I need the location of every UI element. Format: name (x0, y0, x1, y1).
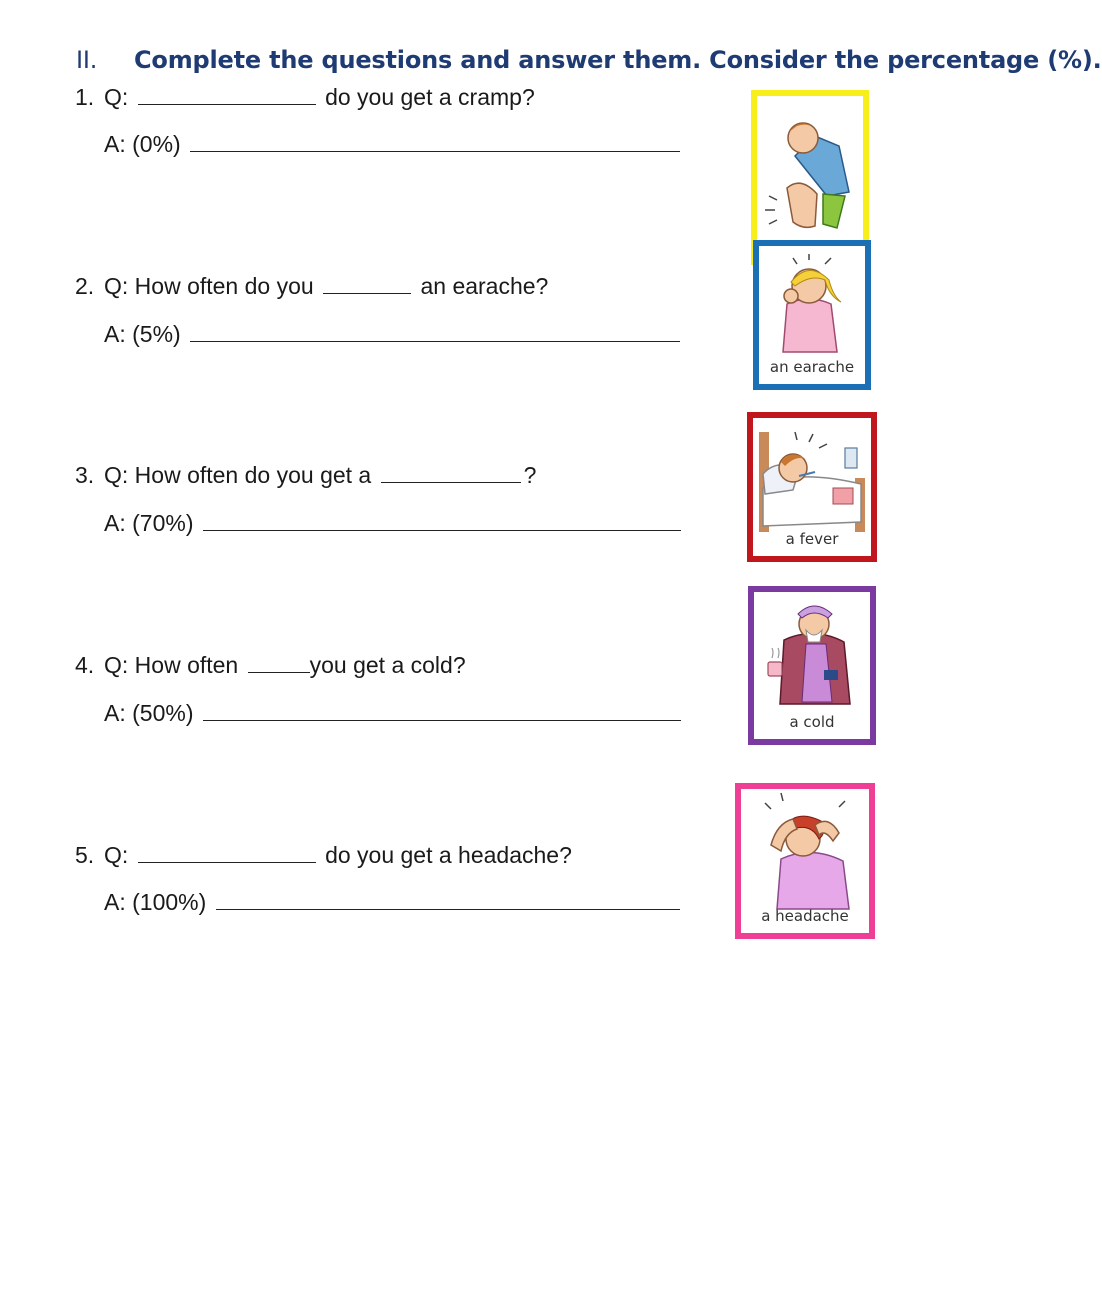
question-text-before: Q: How often do you get a (104, 462, 372, 488)
question-text-after: you get a cold? (309, 652, 466, 678)
question-number: 3. (75, 462, 95, 488)
cold-caption: a cold (789, 713, 835, 731)
answer-label: A: (50%) (104, 700, 194, 726)
answer-2-line[interactable] (190, 323, 680, 342)
question-text-before: Q: How often (104, 652, 239, 678)
question-text-after: an earache? (420, 273, 549, 299)
answer-4 (104, 700, 684, 727)
question-2 (75, 273, 548, 300)
fever-caption: a fever (785, 530, 839, 548)
exercise-number: II. (76, 46, 98, 74)
question-text-before: Q: (104, 84, 129, 110)
answer-3 (104, 510, 684, 537)
answer-1-line[interactable] (190, 133, 680, 152)
answer-3-line[interactable] (203, 512, 681, 531)
question-3 (75, 462, 536, 489)
answer-label: A: (0%) (104, 131, 181, 157)
answer-label: A: (70%) (104, 510, 194, 536)
earache-picture-card (753, 240, 871, 390)
question-number: 2. (75, 273, 95, 299)
question-text-before: Q: (104, 842, 129, 868)
cramp-picture-card (751, 90, 869, 265)
answer-5-line[interactable] (216, 891, 680, 910)
exercise-instruction: Complete the questions and answer them. Consider the percentage (%). (134, 46, 1102, 74)
answer-4-line[interactable] (203, 702, 681, 721)
question-number: 5. (75, 842, 95, 868)
question-4-blank[interactable] (248, 654, 310, 673)
question-text-after: do you get a headache? (325, 842, 572, 868)
answer-1 (104, 131, 683, 158)
question-2-blank[interactable] (323, 275, 411, 294)
question-4 (75, 652, 466, 679)
answer-label: A: (100%) (104, 889, 207, 915)
answer-5 (104, 889, 683, 916)
cramp-illustration (757, 96, 863, 259)
question-number: 1. (75, 84, 95, 110)
question-5 (75, 842, 572, 869)
question-text-after: ? (523, 462, 537, 488)
fever-picture-card (747, 412, 877, 562)
answer-2 (104, 321, 683, 348)
earache-caption: an earache (769, 358, 855, 376)
question-1 (75, 84, 535, 111)
question-1-blank[interactable] (138, 86, 316, 105)
cold-picture-card (748, 586, 876, 745)
headache-picture-card (735, 783, 875, 939)
question-text-before: Q: How often do you (104, 273, 314, 299)
question-number: 4. (75, 652, 95, 678)
exercise-heading (76, 46, 1102, 74)
question-5-blank[interactable] (138, 844, 316, 863)
answer-label: A: (5%) (104, 321, 181, 347)
question-3-blank[interactable] (381, 464, 521, 483)
headache-caption: a headache (761, 907, 849, 925)
question-text-after: do you get a cramp? (325, 84, 535, 110)
